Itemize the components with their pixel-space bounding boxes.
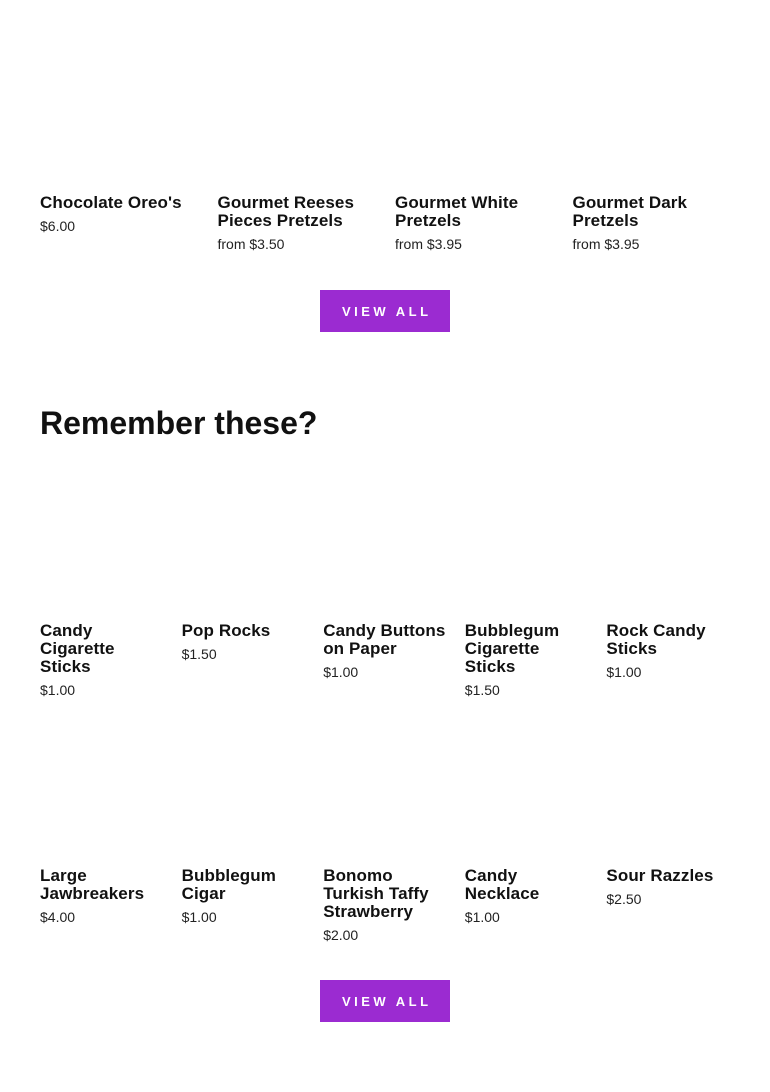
product-card[interactable] xyxy=(323,865,447,944)
product-price: $1.50 xyxy=(464,682,500,698)
product-card[interactable] xyxy=(218,192,376,253)
product-title[interactable]: Gourmet White Pretzels xyxy=(395,193,519,230)
featured-product-grid xyxy=(40,192,730,253)
product-price: $6.00 xyxy=(40,218,76,234)
product-title[interactable]: Candy Buttons on Paper xyxy=(323,621,446,658)
product-title[interactable]: Bubblegum Cigarette Sticks xyxy=(464,621,560,676)
remember-product-grid-row-2 xyxy=(40,865,730,944)
product-price: from $3.95 xyxy=(572,236,640,252)
product-price: $1.00 xyxy=(464,909,500,925)
product-card[interactable] xyxy=(606,620,730,699)
remember-product-grid-row-1 xyxy=(40,620,730,699)
view-all-button[interactable]: VIEW ALL xyxy=(320,290,450,332)
product-price: $2.50 xyxy=(606,891,642,907)
product-card[interactable] xyxy=(323,620,447,699)
product-title[interactable]: Gourmet Reeses Pieces Pretzels xyxy=(217,193,355,230)
product-card[interactable] xyxy=(40,865,164,944)
product-title[interactable]: Chocolate Oreo's xyxy=(40,193,182,212)
product-title[interactable]: Candy Necklace xyxy=(464,866,540,903)
product-price: $1.00 xyxy=(323,664,359,680)
section-heading: Remember these? xyxy=(40,405,318,441)
product-card[interactable] xyxy=(573,192,731,253)
product-card[interactable] xyxy=(395,192,553,253)
product-title[interactable]: Candy Cigarette Sticks xyxy=(40,621,115,676)
product-card[interactable] xyxy=(40,620,164,699)
product-card[interactable] xyxy=(465,865,589,944)
product-card[interactable] xyxy=(182,865,306,944)
product-price: from $3.95 xyxy=(395,236,462,252)
product-price: from $3.50 xyxy=(217,236,285,252)
product-price: $1.00 xyxy=(606,664,642,680)
product-card[interactable] xyxy=(465,620,589,699)
product-price: $1.00 xyxy=(40,682,76,698)
product-title[interactable]: Rock Candy Sticks xyxy=(606,621,706,658)
product-title[interactable]: Bubblegum Cigar xyxy=(181,866,276,903)
product-title[interactable]: Bonomo Turkish Taffy Strawberry xyxy=(323,866,429,921)
product-price: $1.50 xyxy=(181,646,217,662)
product-title[interactable]: Pop Rocks xyxy=(181,621,271,640)
product-title[interactable]: Gourmet Dark Pretzels xyxy=(572,193,688,230)
product-price: $4.00 xyxy=(40,909,76,925)
product-card[interactable] xyxy=(182,620,306,699)
product-price: $2.00 xyxy=(323,927,359,943)
view-all-button[interactable]: VIEW ALL xyxy=(320,980,450,1022)
product-card[interactable] xyxy=(606,865,730,944)
product-card[interactable] xyxy=(40,192,198,253)
product-title[interactable]: Sour Razzles xyxy=(606,866,714,885)
product-price: $1.00 xyxy=(181,909,217,925)
product-title[interactable]: Large Jawbreakers xyxy=(40,866,145,903)
